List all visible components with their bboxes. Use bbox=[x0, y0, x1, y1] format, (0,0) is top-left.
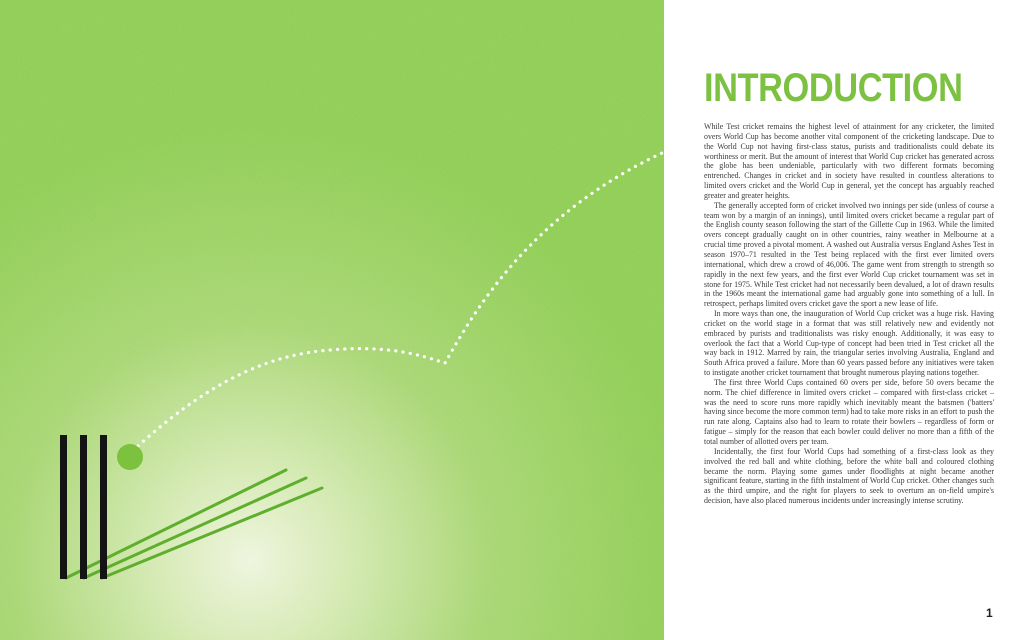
paragraph: In more ways than one, the inauguration of World Cup cricket was a huge risk. Having cricket on the world stage in a format that was still relatively new and evidently not embraced by purists and traditionalists was risky enough. Additionally, it was easy to overlook the fact that a World Cup-type of concept had been tried in Test cricket all the way back in 1912. Marred by rain, the triangular series involving Australia, England and South Africa proved a failure. More than 60 years passed before any initiatives were taken to instigate another cricket tournament that brought numerous playing nations together. bbox=[704, 309, 994, 378]
page-title: INTRODUCTION bbox=[704, 66, 963, 110]
cricket-ball-icon bbox=[117, 444, 143, 470]
paragraph: The generally accepted form of cricket involved two innings per side (unless of course a team won by a margin of an innings), until limited overs cricket became a regular part of the English county season following the start of the Gillette Cup in 1963. While the limited overs concept gradually caught on in other countries, rainy weather in Melbourne at a crucial time proved a pivotal moment. A washed out Australia versus England Ashes Test in season 1970–71 resulted in the Test being replaced with the first ever limited overs international, which drew a crowd of 46,006. The game went from strength to strength so rapidly in the next few years, and the first ever World Cup cricket tournament was set in stone for 1975. While Test cricket had not necessarily been devalued, a lot of drawn results in the 1960s meant the international game had arguably gone into something of a lull. In retrospect, perhaps limited overs cricket gave the sport a new lease of life. bbox=[704, 200, 994, 309]
paragraph: While Test cricket remains the highest level of attainment for any cricketer, the limited overs World Cup has become another vital component of the cricketing landscape. Due to the World Cup not having first-class status, purists and traditionalists could debate its worthiness or merit. But the amount of interest that World Cup cricket has generated across the globe has been undeniable, particularly with two different formats becoming entrenched. Changes in cricket and in society have resulted in countless alterations to limited overs cricket and the World Cup in general, yet the concept has arguably reached greater and greater heights. bbox=[704, 122, 994, 200]
paragraph: The first three World Cups contained 60 overs per side, before 50 overs became the norm. The chief difference in limited overs cricket – compared with first-class cricket – was the need to score runs more rapidly which inevitably meant the batsmen ('batters' having since become the more common term) had to take more risks in an effort to push the run rate along. Captains also had to learn to rotate their bowlers – regardless of form or fatigue – simply for the reason that each bowler could deliver no more than a fifth of the total number of allotted overs per team. bbox=[704, 377, 994, 446]
paragraph: Incidentally, the first four World Cups had something of a first-class look as they involved the red ball and white clothing, before the white ball and coloured clothing became the norm. Playing some games under floodlights at night became another significant feature, starting in the fifth instalment of World Cup cricket. Other changes such as the third umpire, and the right for players to seek to overturn an on-field umpire's decision, have also placed numerous incidents under increasingly intense scrutiny. bbox=[704, 446, 994, 506]
body-text bbox=[704, 122, 994, 506]
page-number: 1 bbox=[986, 606, 993, 620]
text-page bbox=[664, 0, 1024, 640]
